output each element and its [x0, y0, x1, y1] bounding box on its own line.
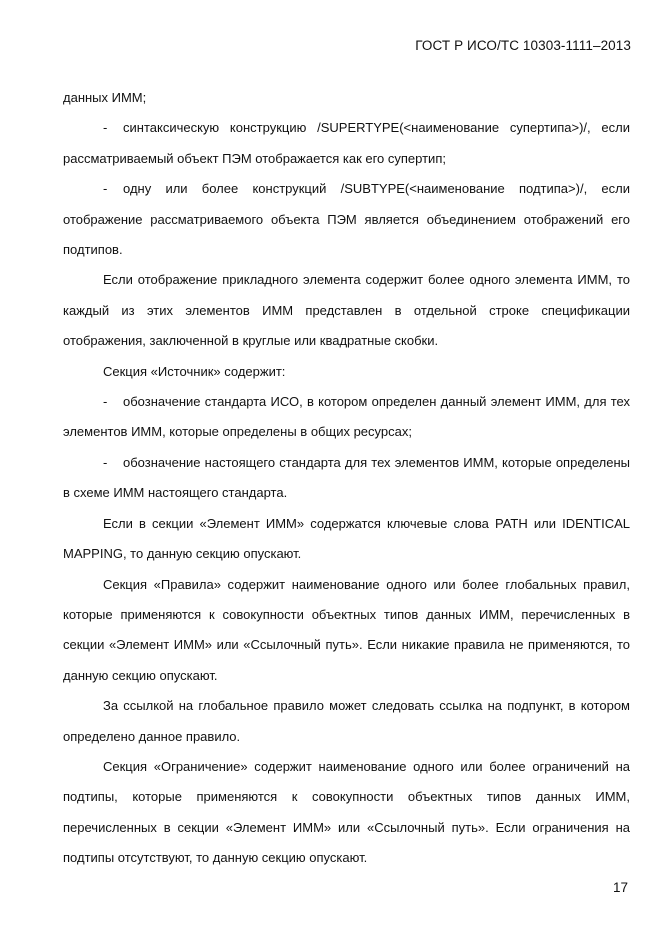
- list-item-iso-standard: [63, 387, 630, 448]
- page-number: 17: [612, 880, 628, 895]
- paragraph-rules-section: Секция «Правила» содержит наименование одного или более глобальных правил, которые применяются к совокупности объектных типов данных ИММ, перечисленных в секции «Элемент ИММ» или «Ссылочный путь». Если никакие правила не применяются, то данную секцию опускают.: [63, 576, 630, 683]
- list-item-this-standard: [63, 448, 630, 509]
- list-item-supertype: [63, 113, 630, 174]
- paragraph-source-section: Секция «Источник» содержит:: [103, 363, 286, 379]
- list-item-subtype: [63, 174, 630, 265]
- paragraph-continuation: данных ИММ;: [63, 90, 147, 105]
- list-dash: -: [103, 120, 108, 136]
- list-dash: -: [103, 454, 108, 470]
- list-item-text: обозначение настоящего стандарта для тех элементов ИММ, которые определены в схеме ИММ настоящего стандарта.: [63, 454, 630, 501]
- list-item-text: синтаксическую конструкцию /SUPERTYPE(<наименование супертипа>)/, если рассматриваемый объект ПЭМ отображается как его супертип;: [63, 120, 630, 166]
- list-dash: -: [103, 181, 108, 197]
- paragraph-path-keyword: Если в секции «Элемент ИММ» содержатся ключевые слова PATH или IDENTICAL MAPPING, то данную секцию опускают.: [63, 515, 630, 562]
- standard-header: ГОСТ Р ИСО/ТС 10303-1111–2013: [415, 38, 631, 53]
- paragraph-mapping-lines: Если отображение прикладного элемента содержит более одного элемента ИММ, то каждый из этих элементов ИММ представлен в отдельной строке спецификации отображения, заключенной в круглые или квадратные скобки.: [63, 272, 630, 349]
- paragraph-restriction-section: Секция «Ограничение» содержит наименование одного или более ограничений на подтипы, которые применяются к совокупности объектных типов данных ИММ, перечисленных в секции «Элемент ИММ» или «Ссылочный путь». Если ограничения на подтипы отсутствуют, то данную секцию опускают.: [63, 758, 630, 866]
- list-item-text: обозначение стандарта ИСО, в котором определен данный элемент ИММ, для тех элементов ИММ, которые определены в общих ресурсах;: [63, 394, 630, 440]
- list-item-text: одну или более конструкций /SUBTYPE(<наименование подтипа>)/, если отображение рассматриваемого объекта ПЭМ является объединением отображений его подтипов.: [63, 181, 630, 258]
- list-dash: -: [103, 394, 108, 410]
- document-body: [63, 83, 630, 874]
- paragraph-rule-reference: За ссылкой на глобальное правило может следовать ссылка на подпункт, в котором определено данное правило.: [63, 698, 630, 744]
